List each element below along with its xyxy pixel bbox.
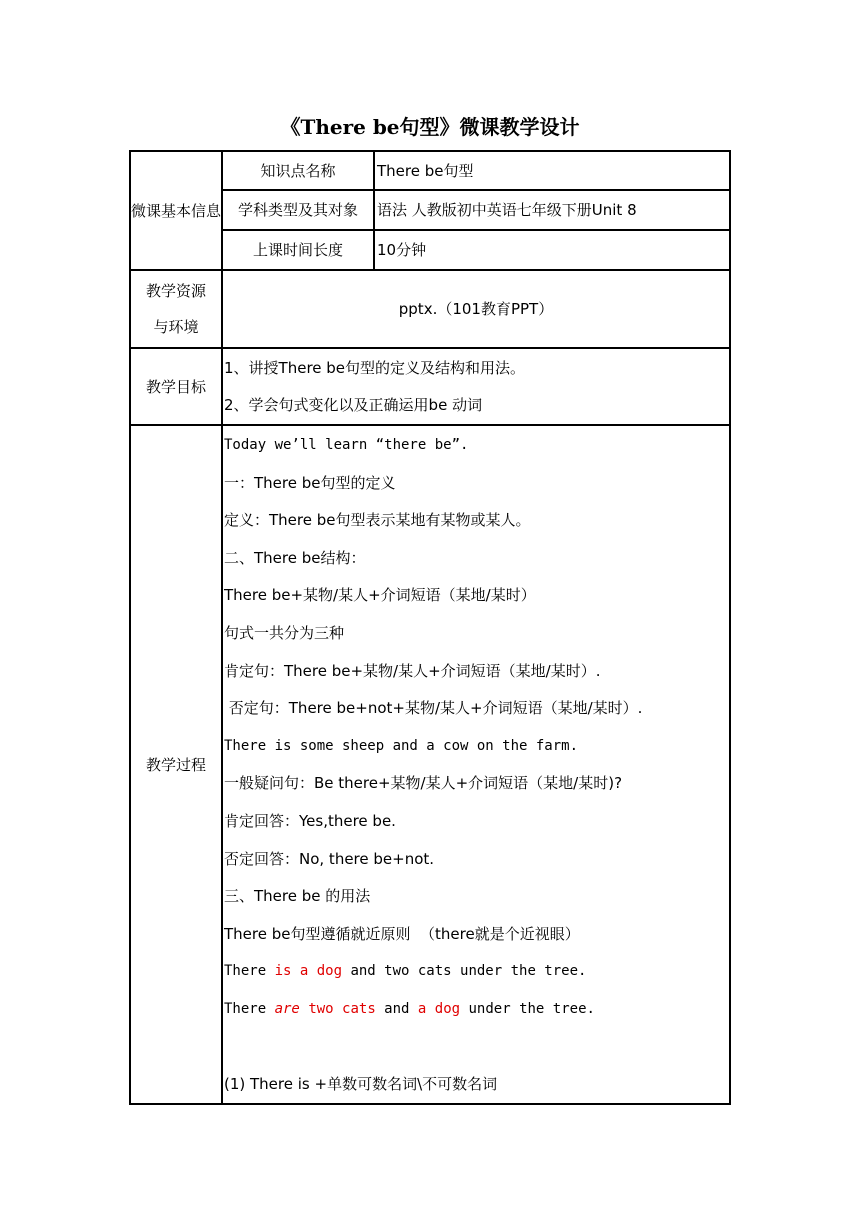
lesson-design-table bbox=[129, 150, 731, 1105]
process-line-1: Today we’ll learn “there be”. bbox=[224, 436, 469, 453]
process-line-2: 一：There be句型的定义 bbox=[224, 473, 396, 492]
process-line-5: There be+某物/某人+介词短语（某地/某时） bbox=[224, 586, 536, 605]
example1-highlight: is a dog bbox=[274, 963, 343, 980]
duration-value: 10分钟 bbox=[374, 230, 730, 270]
knowledge-point-label: 知识点名称 bbox=[222, 151, 374, 190]
process-line-6: 句式一共分为三种 bbox=[224, 623, 345, 642]
process-line-11: 肯定回答：Yes,there be. bbox=[224, 811, 396, 830]
process-content bbox=[222, 425, 730, 1104]
example-sentence-2 bbox=[223, 990, 729, 1028]
example2-verb-highlight: are bbox=[274, 1000, 300, 1017]
objectives-content bbox=[222, 348, 730, 425]
subject-type-value: 语法 人教版初中英语七年级下册Unit 8 bbox=[374, 190, 730, 230]
process-line-3: 定义：There be句型表示某地有某物或某人。 bbox=[224, 511, 531, 530]
example2-part3 bbox=[300, 999, 308, 1019]
blank-line bbox=[223, 1028, 729, 1066]
objectives-row bbox=[130, 348, 730, 425]
duration-label: 上课时间长度 bbox=[222, 230, 374, 270]
example-sentence-1 bbox=[223, 953, 729, 991]
process-line-7: 肯定句：There be+某物/某人+介词短语（某地/某时）. bbox=[224, 661, 601, 680]
document-title: 《There be句型》微课教学设计 bbox=[280, 115, 580, 139]
example1-part1: There bbox=[224, 963, 275, 980]
process-row bbox=[130, 425, 730, 1104]
example1-part3: and two cats under the tree. bbox=[342, 963, 587, 980]
process-line-14: There be句型遵循就近原则 （there就是个近视眼） bbox=[224, 924, 580, 943]
example2-part5: and bbox=[375, 1000, 418, 1017]
process-line-13: 三、There be 的用法 bbox=[224, 887, 371, 906]
example2-part1: There bbox=[224, 1000, 275, 1017]
process-line-8: 否定句：There be+not+某物/某人+介词短语（某地/某时）. bbox=[224, 699, 643, 718]
process-label: 教学过程 bbox=[130, 425, 222, 1104]
basic-info-label: 微课基本信息 bbox=[130, 151, 222, 270]
objective-line-1: 1、讲授There be句型的定义及结构和用法。 bbox=[224, 358, 526, 377]
example2-part7: under the tree. bbox=[460, 1000, 595, 1017]
objectives-label: 教学目标 bbox=[130, 348, 222, 425]
resources-label bbox=[130, 270, 222, 348]
process-line-9: There is some sheep and a cow on the farm. bbox=[224, 737, 579, 754]
process-line-12: 否定回答：No, there be+not. bbox=[224, 849, 435, 868]
resources-value: pptx.（101教育PPT） bbox=[222, 270, 730, 348]
subject-type-label: 学科类型及其对象 bbox=[222, 190, 374, 230]
process-line-10: 一般疑问句：Be there+某物/某人+介词短语（某地/某时)? bbox=[224, 774, 623, 793]
rule-1-line: (1) There is +单数可数名词\不可数名词 bbox=[224, 1075, 498, 1094]
objective-line-2: 2、学会句式变化以及正确运用be 动词 bbox=[224, 396, 483, 415]
example2-subject-highlight: two cats bbox=[308, 1000, 376, 1017]
example2-object-highlight: a dog bbox=[417, 1000, 461, 1017]
process-line-4: 二、There be结构： bbox=[224, 548, 366, 567]
resources-row bbox=[130, 270, 730, 348]
resources-label-line2: 与环境 bbox=[153, 318, 199, 336]
resources-label-line1: 教学资源 bbox=[145, 282, 206, 300]
knowledge-point-value: There be句型 bbox=[374, 151, 730, 190]
basic-info-row-1 bbox=[130, 151, 730, 190]
